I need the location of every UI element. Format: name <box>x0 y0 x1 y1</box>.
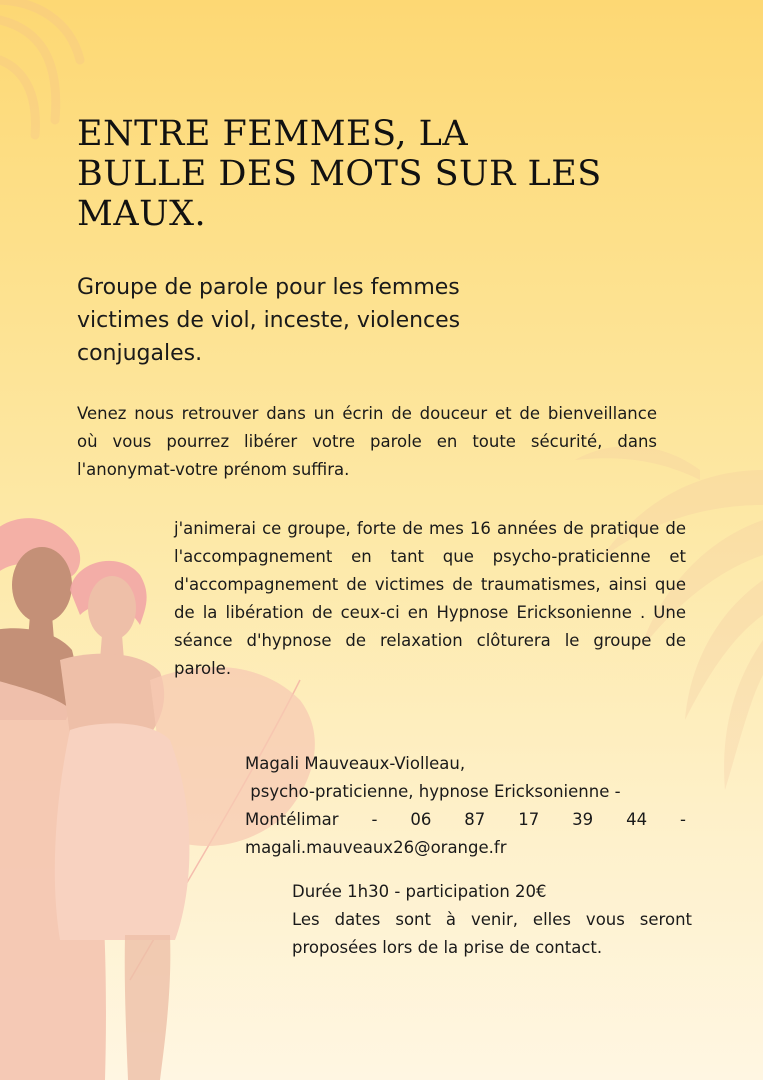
subtitle: Groupe de parole pour les femmes victimes de viol, inceste, violences conjugales. <box>77 275 461 366</box>
contact-name: Magali Mauveaux-Violleau, <box>245 754 466 773</box>
contact-role: psycho-praticienne, hypnose Ericksonienne - <box>245 782 621 801</box>
contact-city-phone: Montélimar - 06 87 17 39 44 - <box>245 810 686 829</box>
page-title <box>77 114 637 234</box>
facilitator-paragraph: j'animerai ce groupe, forte de mes 16 années de pratique de l'accompagnement en tant que psycho-praticienne et d'accompagnement de victimes de traumatismes, ainsi que de la libération de ceux-ci en Hypnose Ericksonienne . Une séance d'hypnose de relaxation clôturera le groupe de parole. <box>174 519 686 678</box>
title-line-1: ENTRE FEMMES, LA <box>77 114 469 154</box>
title-line-3: MAUX. <box>77 194 207 234</box>
details-block <box>292 878 692 962</box>
title-line-2: BULLE DES MOTS SUR LES <box>77 154 602 194</box>
contact-block <box>245 750 686 862</box>
intro-paragraph: Venez nous retrouver dans un écrin de douceur et de bienveillance où vous pourrez libérer votre parole en toute sécurité, dans l'anonymat-votre prénom suffira. <box>77 404 657 479</box>
palm-leaf-top-left <box>0 0 80 135</box>
duration-price: Durée 1h30 - participation 20€ <box>292 882 547 901</box>
dates-info: Les dates sont à venir, elles vous seront proposées lors de la prise de contact. <box>292 910 692 957</box>
contact-email: magali.mauveaux26@orange.fr <box>245 838 507 857</box>
